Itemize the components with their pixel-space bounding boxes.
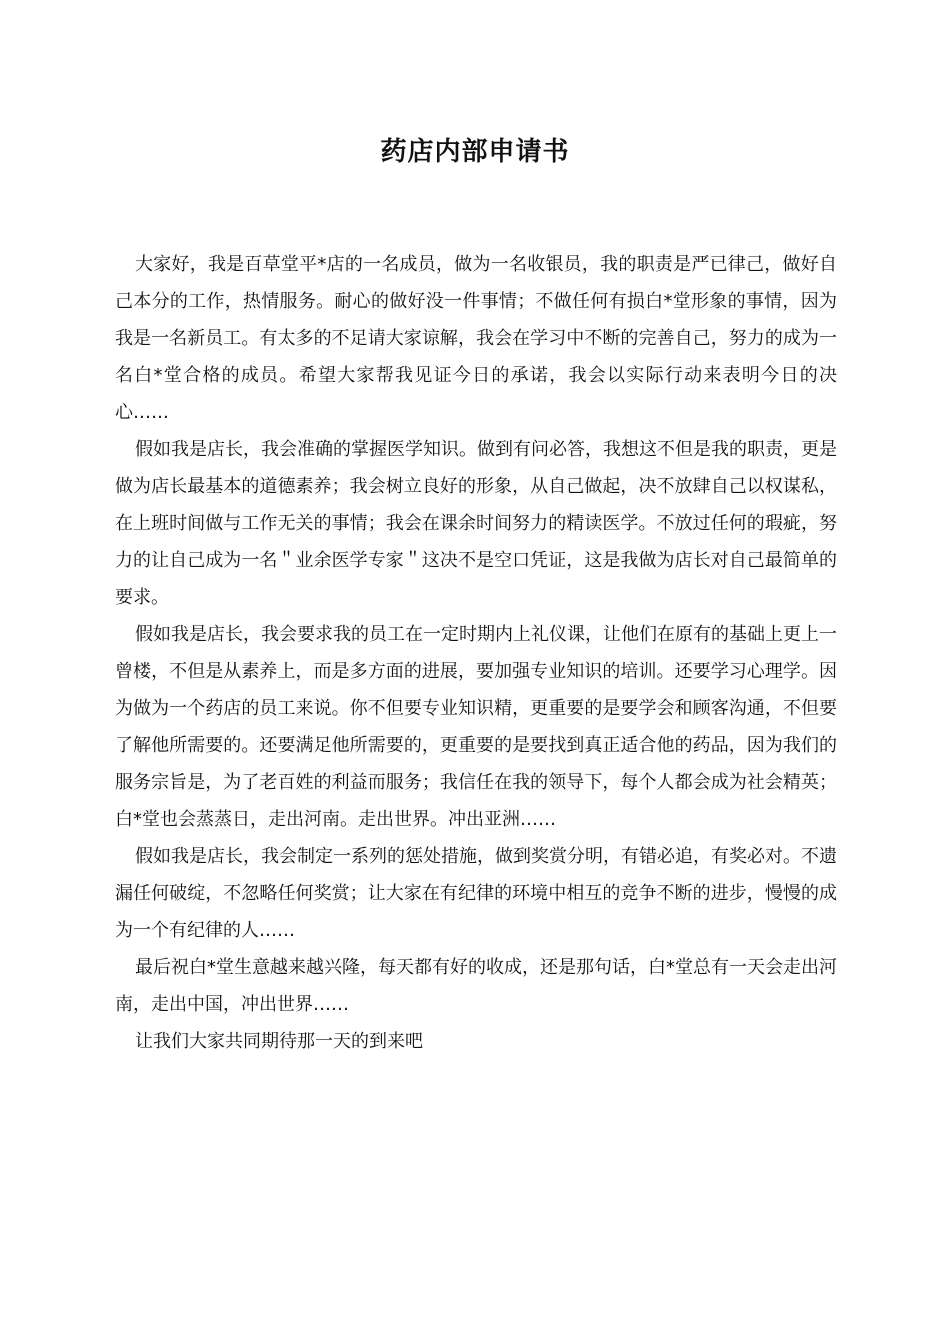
document-body [115,246,837,1060]
paragraph-staff-training: 假如我是店长，我会要求我的员工在一定时期内上礼仪课，让他们在原有的基础上更上一曾楼，不但是从素养上，而是多方面的进展，要加强专业知识的培训。还要学习心理学。因为做为一个药店的员工来说。你不但要专业知识精，更重要的是要学会和顾客沟通，不但要了解他所需要的。还要满足他所需要的，更重要的是要找到真正适合他的药品，因为我们的服务宗旨是，为了老百姓的利益而服务；我信任在我的领导下，每个人都会成为社会精英；白*堂也会蒸蒸日，走出河南。走出世界。冲出亚洲…… [115,624,837,830]
paragraph-wishes: 最后祝白*堂生意越来越兴隆，每天都有好的收成，还是那句话，白*堂总有一天会走出河南，走出中国，冲出世界…… [115,957,837,1015]
paragraph-discipline: 假如我是店长，我会制定一系列的惩处措施，做到奖赏分明，有错必追，有奖必对。不遗漏任何破绽，不忽略任何奖赏；让大家在有纪律的环境中相互的竞争不断的进步，慢慢的成为一个有纪律的人…… [115,846,837,941]
document-title: 药店内部申请书 [380,137,570,167]
paragraph-intro: 大家好，我是百草堂平*店的一名成员，做为一名收银员，我的职责是严已律己，做好自己本分的工作，热情服务。耐心的做好没一件事情；不做任何有损白*堂形象的事情，因为我是一名新员工。有太多的不足请大家谅解，我会在学习中不断的完善自己，努力的成为一名白*堂合格的成员。希望大家帮我见证今日的承诺，我会以实际行动来表明今日的决心…… [115,254,837,423]
paragraph-medical-knowledge: 假如我是店长，我会准确的掌握医学知识。做到有问必答，我想这不但是我的职责，更是做为店长最基本的道德素养；我会树立良好的形象，从自己做起，决不放肆自己以权谋私，在上班时间做与工作无关的事情；我会在课余时间努力的精读医学。不放过任何的瑕疵，努力的让自己成为一名＂业余医学专家＂这决不是空口凭证，这是我做为店长对自己最简单的要求。 [115,439,837,608]
paragraph-closing: 让我们大家共同期待那一天的到来吧 [135,1031,423,1052]
